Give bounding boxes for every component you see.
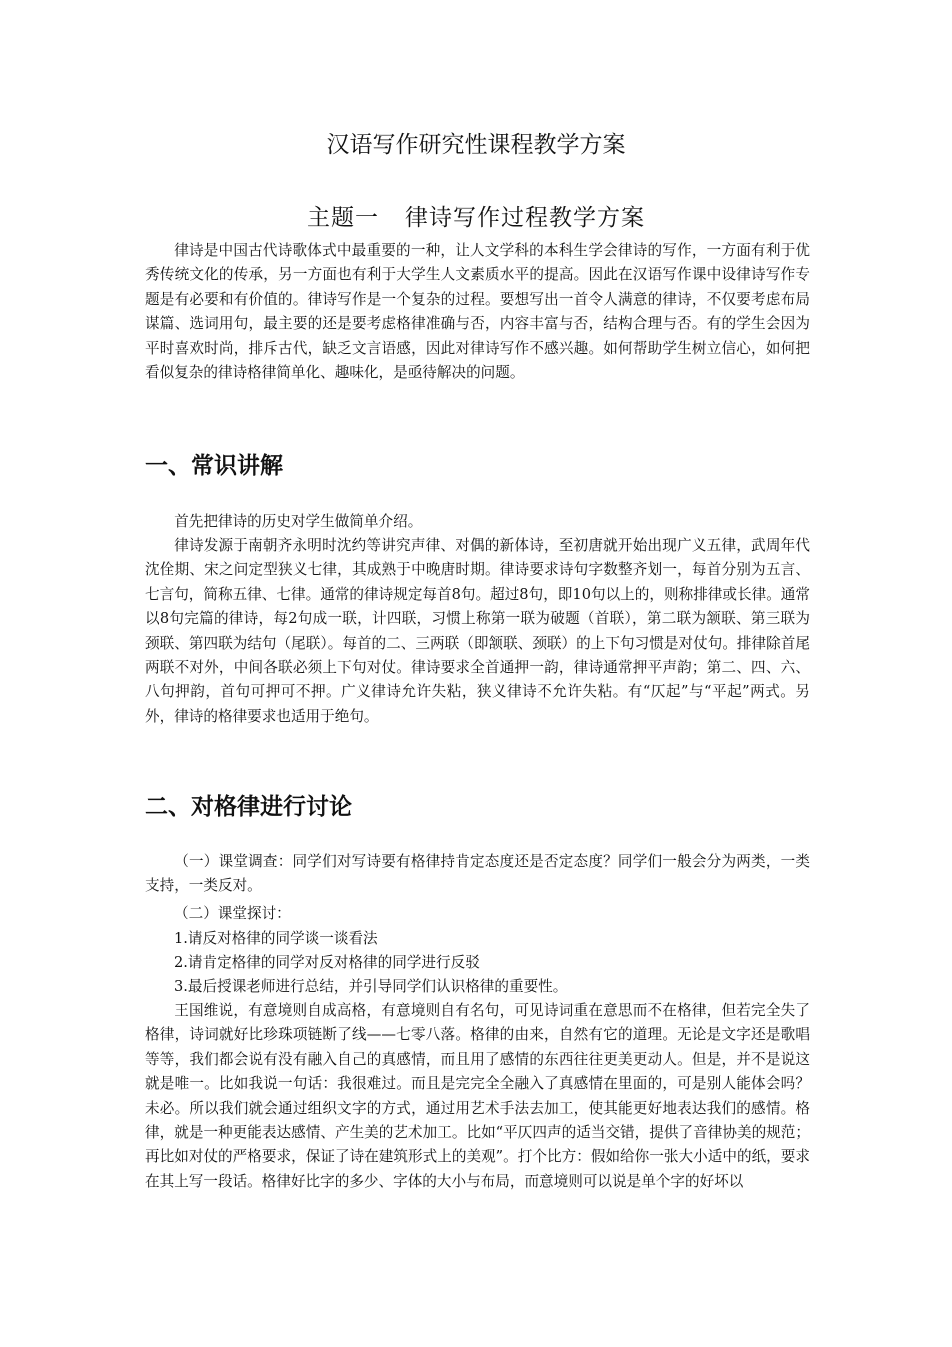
subtitle-theme-number: 主题一 <box>307 205 379 231</box>
discussion-item-2: 2.请肯定格律的同学对反对格律的同学进行反驳 <box>174 954 480 971</box>
section1-paragraph-1: 首先把律诗的历史对学生做简单介绍。 <box>174 513 423 530</box>
section-heading-1: 一、常识讲解 <box>145 453 283 479</box>
document-title: 汉语写作研究性课程教学方案 <box>326 132 626 158</box>
discussion-item-1: 1.请反对格律的同学谈一谈看法 <box>174 930 378 947</box>
theme-subtitle <box>0 199 952 232</box>
section-heading-2: 二、对格律进行讨论 <box>145 794 352 820</box>
section2-paragraph-3: 王国维说，有意境则自成高格，有意境则自有名句，可见诗词重在意思而不在格律，但若完全失了格律，诗词就好比珍珠项链断了线——七零八落。格律的由来，自然有它的道理。无论是文字还是歌唱等等，我们都会说有没有融入自己的真感情，而且用了感情的东西往往更美更动人。但是，并不是说这就是唯一。比如我说一句话：我很难过。而且是完完全全融入了真感情在里面的，可是别人能体会吗？未必。所以我们就会通过组织文字的方式，通过用艺术手法去加工，使其能更好地表达我们的感情。格律，就是一种更能表达感情、产生美的艺术加工。比如“平仄四声的适当交错，提供了音律协美的规范；再比如对仗的严格要求，保证了诗在建筑形式上的美观”。打个比方：假如给你一张大小适中的纸，要求在其上写一段话。格律好比字的多少、字体的大小与布局，而意境则可以说是单个字的好坏以 <box>145 1002 810 1190</box>
section1-paragraph-2: 律诗发源于南朝齐永明时沈约等讲究声律、对偶的新体诗，至初唐就开始出现广义五律，武周年代沈佺期、宋之问定型狭义七律，其成熟于中晚唐时期。律诗要求诗句字数整齐划一，每首分别为五言、七言句，简称五律、七律。通常的律诗规定每首8句。超过8句，即10句以上的，则称排律或长律。通常以8句完篇的律诗，每2句成一联，计四联，习惯上称第一联为破题（首联），第二联为颔联、第三联为颈联、第四联为结句（尾联）。每首的二、三两联（即颔联、颈联）的上下句习惯是对仗句。排律除首尾两联不对外，中间各联必须上下句对仗。律诗要求全首通押一韵，律诗通常押平声韵；第二、四、六、八句押韵，首句可押可不押。广义律诗允许失粘，狭义律诗不允许失粘。有“仄起”与“平起”两式。另外，律诗的格律要求也适用于绝句。 <box>145 537 810 725</box>
intro-paragraph: 律诗是中国古代诗歌体式中最重要的一种，让人文学科的本科生学会律诗的写作，一方面有利于优秀传统文化的传承，另一方面也有利于大学生人文素质水平的提高。因此在汉语写作课中设律诗写作专题是有必要和有价值的。律诗写作是一个复杂的过程。要想写出一首令人满意的律诗，不仅要考虑布局谋篇、选词用句，最主要的还是要考虑格律准确与否，内容丰富与否，结构合理与否。有的学生会因为平时喜欢时尚，排斥古代，缺乏文言语感，因此对律诗写作不感兴趣。如何帮助学生树立信心，如何把看似复杂的律诗格律简单化、趣味化，是亟待解决的问题。 <box>145 242 810 382</box>
subtitle-theme-name: 律诗写作过程教学方案 <box>405 205 645 231</box>
discussion-item-3: 3.最后授课老师进行总结，并引导同学们认识格律的重要性。 <box>174 978 568 995</box>
section2-paragraph-1: （一）课堂调查：同学们对写诗要有格律持肯定态度还是否定态度？同学们一般会分为两类，一类支持，一类反对。 <box>145 853 810 895</box>
section2-paragraph-2: （二）课堂探讨： <box>174 905 291 922</box>
